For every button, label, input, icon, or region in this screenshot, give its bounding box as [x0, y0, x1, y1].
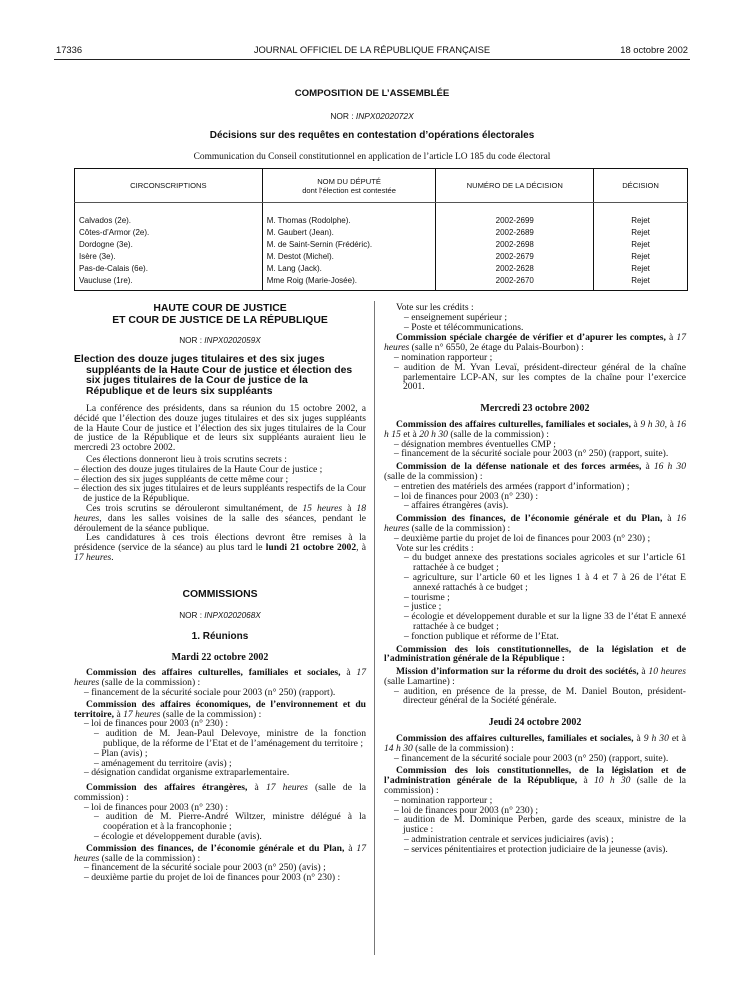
paragraph-deroulement: [74, 504, 366, 533]
decisions-subtitle: Décisions sur des requêtes en contestation d’opérations électorales: [209, 130, 535, 141]
text: à: [631, 418, 641, 430]
list-item: – deuxième partie du projet de loi de finances pour 2003 (n° 230) ;: [394, 532, 651, 544]
list-item: – loi de finances pour 2003 (n° 230) :: [394, 490, 538, 502]
list-item: – enseignement supérieur ;: [404, 311, 508, 323]
text: et à: [400, 428, 420, 440]
time: 17 heures: [123, 708, 161, 720]
commission-entry: [384, 667, 686, 687]
text: à: [638, 666, 649, 678]
time: 17 heures: [74, 842, 366, 864]
paragraph-candidatures: [74, 533, 366, 562]
table-row: [75, 275, 688, 291]
commission-entry: [384, 333, 686, 353]
section-title-composition: COMPOSITION DE L’ASSEMBLÉE: [294, 88, 450, 99]
cell-depute: M. Thomas (Rodolphe).: [262, 215, 436, 227]
list-item: – loi de finances pour 2003 (n° 230) ;: [394, 804, 538, 816]
right-column: [384, 303, 686, 855]
cell-decision: Rejet: [631, 240, 650, 249]
list-item: – financement de la sécurité sociale pour 2003 (n° 250) (avis) ;: [84, 862, 326, 874]
commission-entry: [384, 514, 686, 534]
list-item: – écologie et développement durable et sur la ligne 33 de l’état E annexé rattachée à ce budget ;: [404, 611, 686, 632]
column-divider: [374, 301, 375, 955]
text: , à: [356, 542, 366, 554]
page-number: 17336: [56, 44, 83, 55]
list-item: – financement de la sécurité sociale pour 2003 (n° 250) (rapport).: [84, 686, 336, 698]
left-column: [74, 303, 366, 883]
text: , à: [664, 418, 677, 430]
list-item: – nomination rapporteur ;: [394, 794, 493, 806]
text: à: [340, 667, 357, 679]
time: 9 h 30: [640, 418, 665, 430]
list-item: – audition de M. Dominique Perben, garde des sceaux, ministre de la justice :: [394, 814, 686, 836]
text: et à: [668, 733, 686, 745]
room: (salle Lamartine) :: [384, 675, 455, 687]
header-numero-decision: NUMÉRO DE LA DÉCISION: [436, 169, 594, 203]
commission-entry: Commission des lois constitutionnelles, de la législation et de l’administration générale de la République :: [384, 643, 686, 665]
time: 17 heures: [74, 551, 112, 563]
text: à: [247, 782, 266, 794]
list-item: – du budget annexe des prestations sociales agricoles et sur l’article 61 rattachée à ce budget ;: [404, 552, 686, 574]
sub-list-item: – aménagement du territoire (avis) ;: [94, 757, 232, 769]
day-heading: Jeudi 24 octobre 2002: [488, 717, 582, 729]
commission-name: Commission des affaires économiques, de l’environnement et du territoire,: [74, 698, 366, 720]
commission-name: Commission des finances, de l’économie générale et du Plan,: [396, 513, 663, 525]
table-row: [75, 263, 688, 275]
time: 16 h 15: [384, 418, 686, 440]
commission-name: Commission des lois constitutionnelles, de la législation et de l’administration générale de la République,: [384, 765, 686, 787]
commission-entry: [74, 783, 366, 803]
time: 16 h 30: [653, 461, 686, 473]
commission-entry: [384, 766, 686, 795]
list-item: – agriculture, sur l’article 60 et les lignes 1 à 4 et 7 à 26 de l’état E annexé rattachés à ce budget ;: [404, 571, 686, 593]
time: 10 heures: [648, 666, 686, 678]
commission-name: Commission des finances, de l’économie générale et du Plan,: [86, 842, 345, 854]
time: 18 heures: [74, 502, 366, 524]
commission-name: Commission des affaires culturelles, familiales et sociales,: [396, 418, 632, 430]
commission-entry: [74, 668, 366, 688]
cell-numero: 2002-2689: [436, 227, 594, 239]
cell-decision: Rejet: [631, 228, 650, 237]
room: (salle de la commission) :: [412, 742, 514, 754]
time: 9 h 30: [643, 733, 669, 745]
commission-entry: [384, 462, 686, 482]
cell-circonscription: Dordogne (3e).: [75, 239, 263, 251]
haute-cour-title: [74, 303, 366, 327]
text: à: [641, 461, 654, 473]
table-row: [75, 227, 688, 239]
time: 16 heures: [384, 513, 686, 534]
sub-list-item: – audition de M. Jean-Paul Delevoye, ministre de la fonction publique, de la réforme de l’Etat et de l’aménagement du territoire ;: [94, 728, 366, 749]
sub-list-item: – services pénitentiaires et protection judiciaire de la jeunesse (avis).: [404, 843, 668, 855]
cell-circonscription: Calvados (2e).: [75, 215, 263, 227]
list-item: – élection des six juges titulaires et de leurs suppléants respectifs de la Cour de justice de la République.: [74, 483, 366, 505]
day-heading: Mercredi 23 octobre 2002: [480, 403, 590, 415]
text: à: [662, 513, 677, 525]
cell-depute: M. Gaubert (Jean).: [262, 227, 436, 239]
header-nom-depute-line2: dont l’élection est contestée: [302, 185, 396, 195]
nor-reference: [54, 111, 690, 121]
list-item: – audition de M. Yvan Levaï, président-directeur général de la chaîne parlementaire LCP-AN, sur les comptes de la chaîne pour l’exercice 2001.: [394, 361, 686, 393]
sub-list-item: – Plan (avis) ;: [94, 747, 148, 759]
issue-date: 18 octobre 2002: [620, 44, 688, 55]
cell-depute: Mme Roig (Marie-Josée).: [262, 275, 436, 291]
list-item: – loi de finances pour 2003 (n° 230) :: [84, 801, 228, 813]
cell-decision: Rejet: [631, 252, 650, 261]
header-decision: DÉCISION: [594, 169, 688, 203]
commission-entry: [384, 734, 686, 754]
cell-circonscription: Isère (3e).: [75, 251, 263, 263]
list-item: – désignation membres éventuelles CMP ;: [394, 438, 556, 450]
paragraph-conference: La conférence des présidents, dans sa réunion du 15 octobre 2002, a décidé que l’élection des douze juges titulaires et des six juges suppléants de la Haute Cour de justice et l’élection des six juges titulaires de la Cour de justice de la République et de leurs six suppléants auraient lieu le mercredi 23 octobre 2002.: [74, 402, 366, 454]
text: à: [633, 733, 644, 745]
election-title: Election des douze juges titulaires et des six juges suppléants de la Haute Cour de justice et élection des six juges titulaires de la Cour de justice de la République et de leurs six suppléants: [74, 353, 353, 398]
room: (salle de la commission) :: [447, 428, 549, 440]
cell-depute: M. Destot (Michel).: [262, 251, 436, 263]
commission-name: Commission spéciale chargée de vérifier et d’apurer les comptes,: [396, 332, 666, 344]
table-row: [75, 251, 688, 263]
commission-entry: [74, 700, 366, 720]
paragraph-scrutins: Ces élections donneront lieu à trois scrutins secrets :: [86, 453, 287, 465]
nor-value: INPX0202059X: [204, 336, 261, 345]
nor-label: NOR :: [179, 610, 205, 620]
list-item: – élection des six juges suppléants de cette même cour ;: [74, 473, 289, 485]
room: (salle de la commission) :: [409, 522, 511, 534]
list-item: – entretien des matériels des armées (rapport d’information) ;: [394, 480, 630, 492]
cell-numero: 2002-2670: [436, 275, 594, 291]
text: .: [111, 551, 114, 563]
commission-name: Commission des affaires culturelles, familiales et sociales,: [86, 667, 341, 679]
room: (salle de la commission) :: [99, 852, 201, 864]
list-item: – désignation candidat organisme extraparlementaire.: [84, 767, 290, 779]
reunions-heading: 1. Réunions: [191, 630, 249, 642]
room: (salle de la commission) :: [384, 470, 483, 482]
nor-reference-commissions: [74, 611, 366, 621]
cell-numero: 2002-2699: [436, 215, 594, 227]
list-item: – financement de la sécurité sociale pour 2003 (n° 250) (rapport, suite).: [394, 448, 669, 460]
table-row: [75, 215, 688, 227]
text: , dans les salles voisines de la salle des séances, pendant le déroulement de la séance publique.: [74, 512, 366, 534]
day-heading: Mardi 22 octobre 2002: [171, 651, 269, 663]
cell-circonscription: Côtes-d’Armor (2e).: [75, 227, 263, 239]
text: à: [665, 332, 677, 344]
sub-list-item: – audition de M. Pierre-André Wiltzer, ministre délégué à la coopération et à la francophonie ;: [94, 811, 366, 833]
nor-label: NOR :: [179, 336, 205, 345]
text: Ces trois scrutins se dérouleront simultanément, de: [86, 502, 303, 514]
nor-value: INPX0202072X: [355, 111, 414, 121]
list-item: – élection des douze juges titulaires de la Haute Cour de justice ;: [74, 463, 323, 475]
list-item: – financement de la sécurité sociale pour 2003 (n° 250) (rapport, suite).: [394, 752, 669, 764]
running-header: [56, 44, 688, 58]
decisions-table: [74, 168, 688, 291]
haute-cour-title-line1: HAUTE COUR DE JUSTICE: [153, 303, 287, 314]
commission-name: Commission de la défense nationale et des forces armées,: [396, 461, 642, 473]
cell-circonscription: Pas-de-Calais (6e).: [75, 263, 263, 275]
communication-line: Communication du Conseil constitutionnel en application de l’article LO 185 du code électoral: [193, 152, 551, 162]
list-item: – tourisme ;: [404, 591, 450, 603]
table-header-row: [75, 169, 688, 203]
time: 10 h 30: [593, 775, 631, 787]
commission-name: Mission d’information sur la réforme du droit des sociétés,: [396, 666, 639, 678]
time: 17 heures: [74, 667, 366, 689]
cell-numero: 2002-2628: [436, 263, 594, 275]
time: 15 heures: [302, 502, 343, 514]
header-rule: [54, 59, 690, 60]
sub-list-item: – affaires étrangères (avis).: [404, 500, 509, 512]
room: (salle de la commission) :: [99, 677, 201, 689]
time: 17 heures: [384, 332, 686, 354]
cell-circonscription: Vaucluse (1re).: [75, 275, 263, 291]
room: (salle de la commission) :: [384, 775, 687, 797]
commission-entry: [384, 420, 686, 440]
commission-name: Commission des affaires étrangères,: [86, 782, 248, 794]
room: (salle de la commission) :: [74, 782, 366, 803]
time: 20 h 30: [419, 428, 448, 440]
header-circonscriptions: CIRCONSCRIPTIONS: [75, 169, 263, 203]
header-nom-depute-line1: NOM DU DÉPUTÉ: [317, 176, 381, 186]
text: à: [577, 775, 594, 787]
vote-heading: Vote sur les crédits :: [396, 542, 474, 554]
time: 17 heures: [265, 782, 308, 794]
list-item: – deuxième partie du projet de loi de finances pour 2003 (n° 230) :: [84, 872, 341, 884]
nor-value: INPX0202068X: [204, 610, 261, 620]
commission-name: Commission des affaires culturelles, familiales et sociales,: [396, 733, 634, 745]
vote-heading: Vote sur les crédits :: [396, 302, 474, 313]
list-item: – fonction publique et réforme de l’Etat.: [404, 630, 559, 642]
room: (salle de la commission) :: [160, 708, 262, 720]
cell-depute: M. de Saint-Sernin (Frédéric).: [262, 239, 436, 251]
list-item: – Poste et télécommunications.: [404, 321, 524, 333]
time: 14 h 30: [384, 742, 413, 754]
list-item: – nomination rapporteur ;: [394, 351, 493, 363]
commission-entry: [74, 844, 366, 864]
journal-title: JOURNAL OFFICIEL DE LA RÉPUBLIQUE FRANÇAISE: [253, 44, 491, 55]
sub-list-item: – écologie et développement durable (avis).: [94, 831, 262, 843]
sub-list-item: – administration centrale et services judiciaires (avis) ;: [404, 834, 614, 846]
list-item: – justice ;: [404, 601, 442, 613]
room: (salle n° 6550, 2e étage du Palais-Bourbon) :: [409, 342, 584, 354]
text: à: [114, 708, 124, 720]
header-nom-depute: [262, 169, 436, 203]
haute-cour-title-line2: ET COUR DE JUSTICE DE LA RÉPUBLIQUE: [112, 315, 328, 326]
commissions-title: COMMISSIONS: [182, 588, 258, 600]
list-item: – loi de finances pour 2003 (n° 230) :: [84, 718, 228, 730]
table-row: [75, 239, 688, 251]
list-item: – audition, en présence de la presse, de M. Daniel Bouton, président-directeur général de la Société générale.: [394, 685, 686, 707]
deadline-date: lundi 21 octobre 2002: [265, 542, 357, 554]
text: à: [342, 502, 357, 514]
table-spacer-row: [75, 203, 688, 216]
cell-decision: Rejet: [631, 264, 650, 273]
nor-reference-hc: [74, 336, 366, 346]
text: Les candidatures à ces trois élections devront être remises à la présidence (service de la séance) au plus tard le: [74, 532, 366, 554]
cell-depute: M. Lang (Jack).: [262, 263, 436, 275]
cell-numero: 2002-2698: [436, 239, 594, 251]
cell-decision: Rejet: [631, 276, 650, 285]
cell-numero: 2002-2679: [436, 251, 594, 263]
text: à: [344, 842, 357, 854]
cell-decision: Rejet: [631, 216, 650, 225]
nor-label: NOR :: [330, 111, 356, 121]
